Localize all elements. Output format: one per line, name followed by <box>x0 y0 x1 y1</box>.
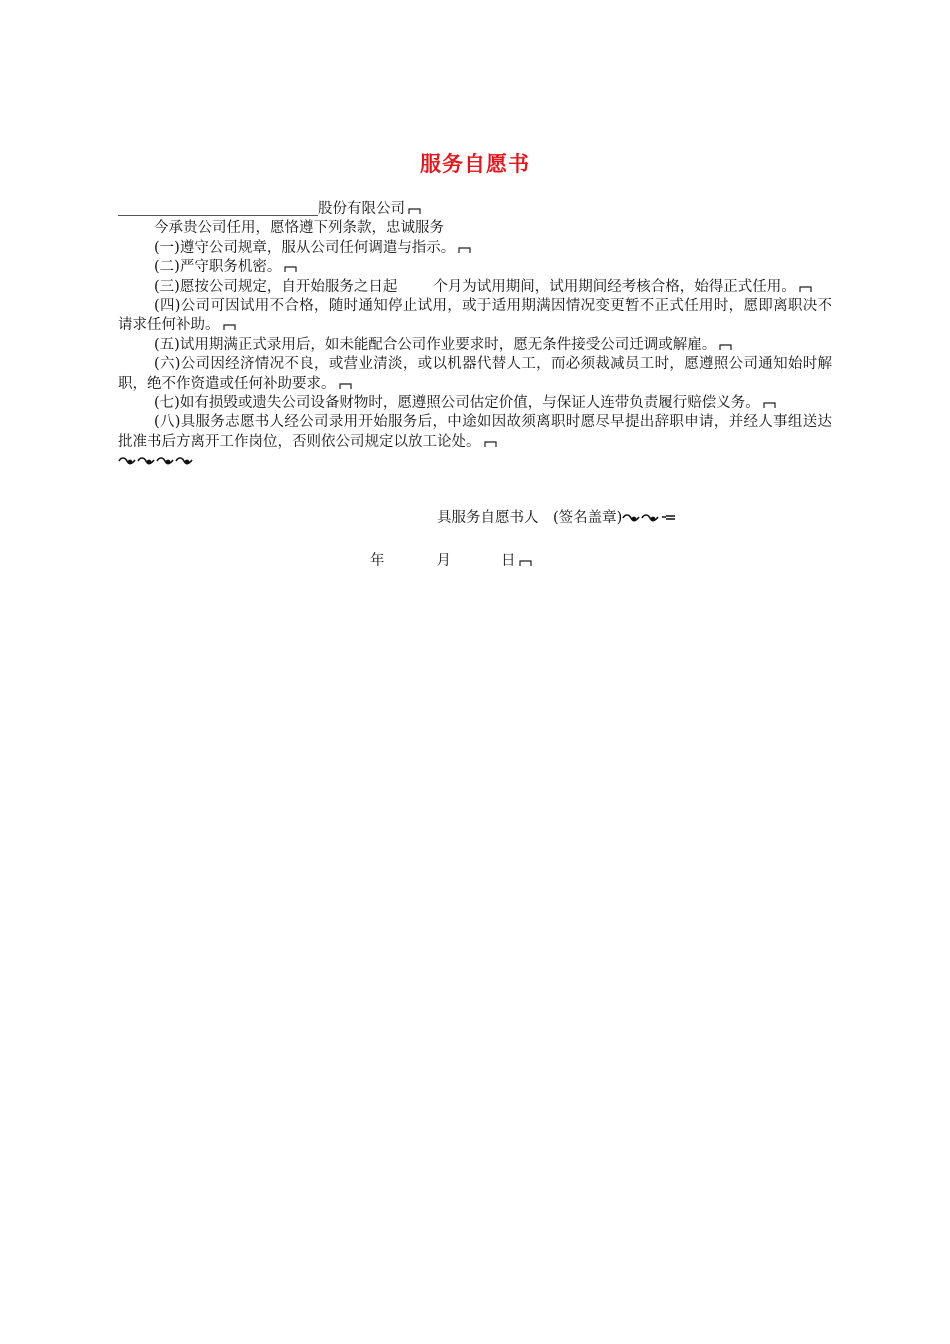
date-line <box>370 552 532 571</box>
clause-6-text: (六)公司因经济情况不良，或营业清淡，或以机器代替人工，而必须裁减员工时，愿遵照公司通知始时解职，绝不作资遣或任何补助要求。 <box>118 356 832 392</box>
return-mark-icon <box>719 343 732 350</box>
return-mark-icon <box>339 382 352 389</box>
squiggle-icon <box>118 456 196 466</box>
clause-3-text: (三)愿按公司规定，自开始服务之日起 <box>154 278 398 295</box>
return-mark-icon <box>763 401 776 408</box>
squiggle-icon <box>622 513 678 523</box>
date-month-label: 月 <box>436 553 451 569</box>
intro-text: 今承贵公司任用，愿恪遵下列条款，忠诚服务 <box>154 220 444 237</box>
date-year-label: 年 <box>370 553 385 569</box>
clause-8-text: (八)具服务志愿书人经公司录用开始服务后，中途如因故须离职时愿尽早提出辞职申请，并经人事组送达批准书后方离开工作岗位，否则依公司规定以放工论处。 <box>118 414 832 450</box>
return-mark-icon <box>799 285 812 292</box>
return-mark-icon <box>408 207 421 214</box>
clause-5-text: (五)试用期满正式录用后，如未能配合公司作业要求时，愿无条件接受公司迁调或解雇。 <box>154 336 717 353</box>
squiggle-row <box>118 452 832 471</box>
clause-1-text: (一)遵守公司规章，服从公司任何调遣与指示。 <box>154 239 456 256</box>
date-day-label: 日 <box>501 553 516 569</box>
company-suffix: 股份有限公司 <box>318 201 405 217</box>
clause-3-tail: 个月为试用期间，试用期间经考核合格，始得正式任用。 <box>433 278 796 295</box>
intro-line <box>118 219 832 238</box>
return-mark-icon <box>458 246 471 253</box>
company-line <box>118 200 832 219</box>
return-mark-icon <box>223 323 236 330</box>
company-name-blank <box>118 200 318 216</box>
clause-2-text: (二)严守职务机密。 <box>154 259 282 276</box>
clause-4 <box>118 297 832 336</box>
document-body <box>118 200 832 471</box>
clause-1 <box>118 239 832 258</box>
clause-2 <box>118 258 832 277</box>
clause-4-text: (四)公司可因试用不合格，随时通知停止试用，或于适用期满因情况变更暂不正式任用时，愿即离职决不请求任何补助。 <box>118 298 832 334</box>
clause-6 <box>118 355 832 394</box>
clause-7-text: (七)如有损毁或遗失公司设备财物时，愿遵照公司估定价值，与保证人连带负责履行赔偿义务。 <box>154 395 760 412</box>
return-mark-icon <box>519 559 532 566</box>
clause-3 <box>118 278 832 297</box>
document-title: 服务自愿书 <box>420 152 530 176</box>
clause-7 <box>118 394 832 413</box>
clause-5 <box>118 336 832 355</box>
return-mark-icon <box>284 265 297 272</box>
signature-line <box>437 509 678 528</box>
return-mark-icon <box>484 440 497 447</box>
signature-label: 具服务自愿书人 (签名盖章) <box>437 510 623 526</box>
clause-8 <box>118 413 832 452</box>
